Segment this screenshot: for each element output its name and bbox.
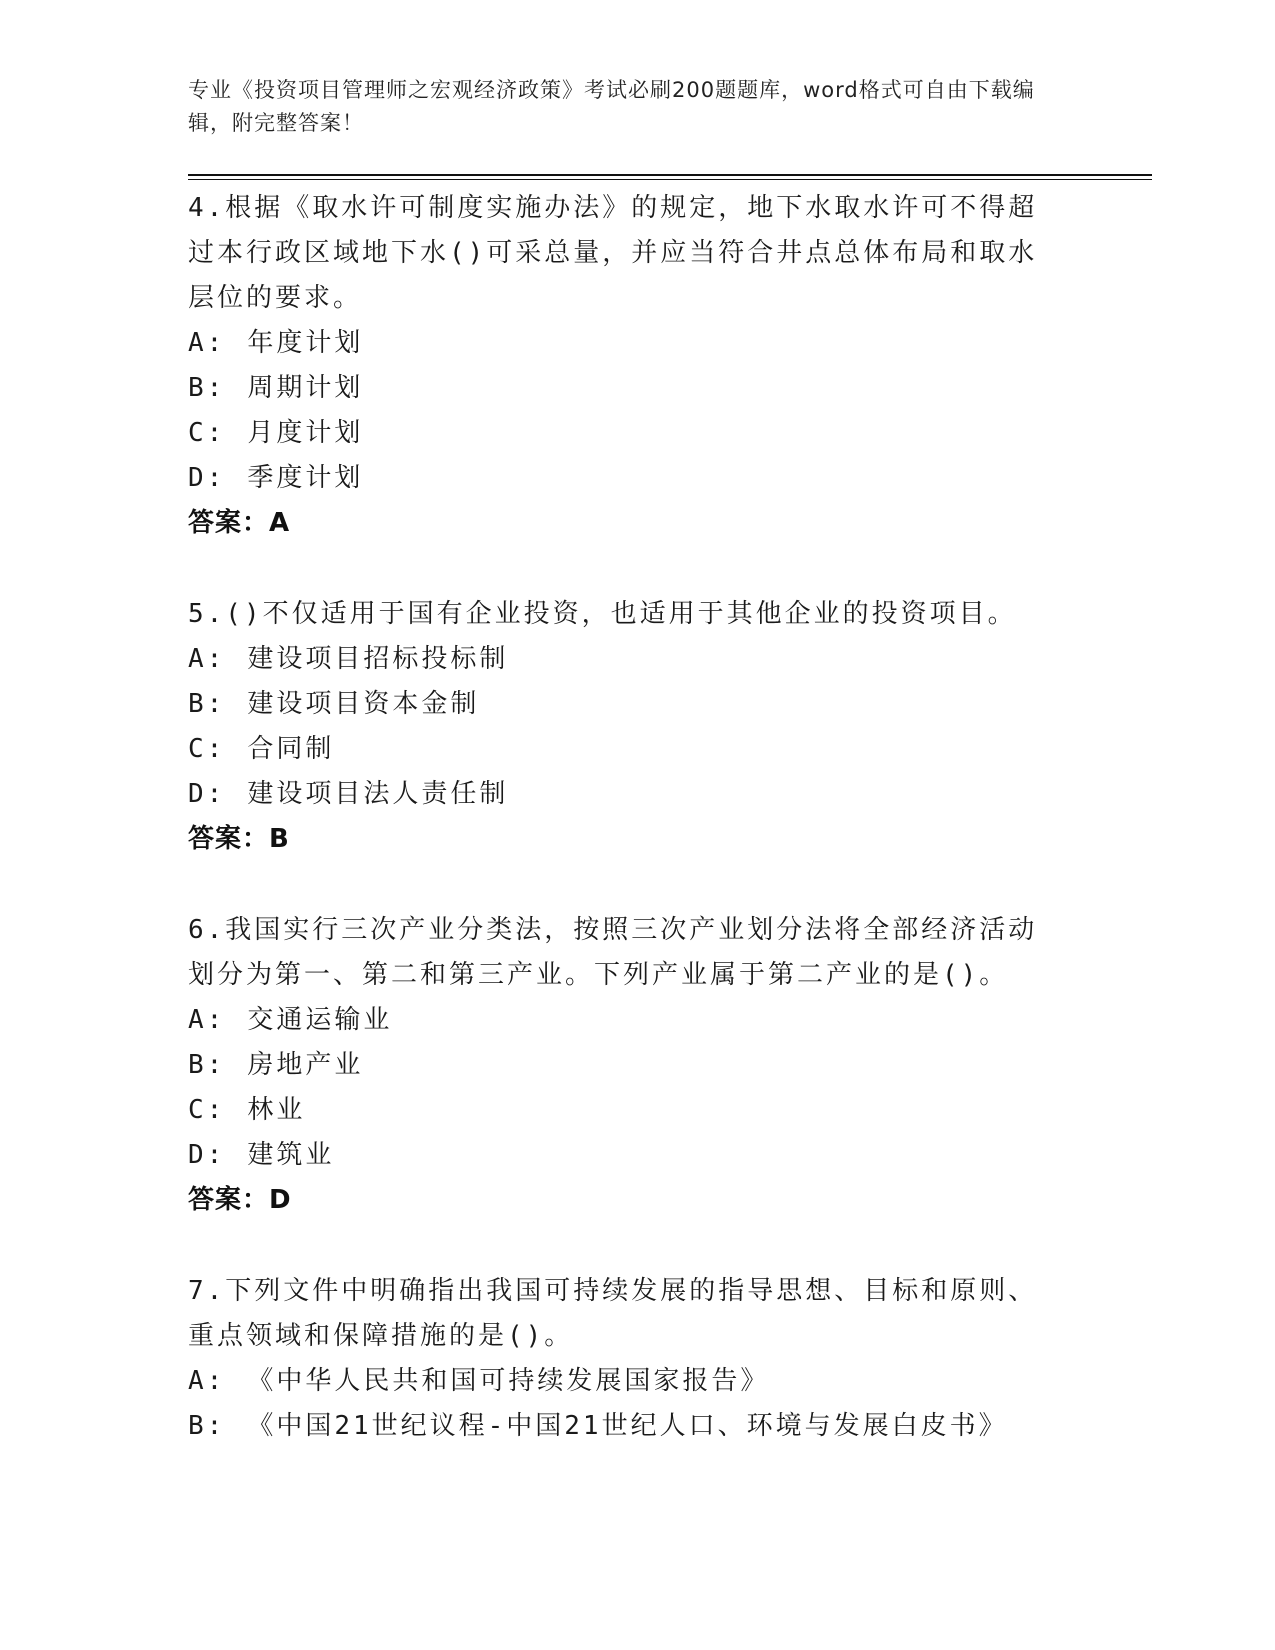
- option-letter: A:: [188, 328, 226, 358]
- option-letter: C:: [188, 418, 226, 448]
- option-text: 合同制: [247, 734, 335, 764]
- option-text: 房地产业: [247, 1050, 364, 1080]
- option-d: [188, 772, 1152, 817]
- question-stem: 4.根据《取水许可制度实施办法》的规定，地下水取水许可不得超过本行政区域地下水()可采总量，并应当符合井点总体布局和取水层位的要求。: [188, 193, 1038, 313]
- question-list: [188, 186, 1152, 1449]
- option-letter: A:: [188, 1366, 226, 1396]
- option-text: 建设项目资本金制: [247, 689, 480, 719]
- option-b: [188, 1404, 1152, 1449]
- document-header: 专业《投资项目管理师之宏观经济政策》考试必刷200题题库，word格式可自由下载编辑，附完整答案！: [188, 78, 1035, 135]
- question-item: [188, 592, 1152, 862]
- option-text: 月度计划: [247, 418, 364, 448]
- question-item: [188, 908, 1152, 1223]
- header-divider-thin: [188, 179, 1152, 180]
- option-letter: D:: [188, 1140, 226, 1170]
- option-letter: D:: [188, 463, 226, 493]
- question-item: [188, 1269, 1152, 1449]
- option-letter: C:: [188, 1095, 226, 1125]
- answer-line: 答案：D: [188, 1185, 292, 1215]
- option-letter: C:: [188, 734, 226, 764]
- option-b: [188, 682, 1152, 727]
- question-stem: 7.下列文件中明确指出我国可持续发展的指导思想、目标和原则、重点领域和保障措施的是()。: [188, 1276, 1038, 1351]
- option-letter: A:: [188, 644, 226, 674]
- option-c: [188, 411, 1152, 456]
- answer-line: 答案：B: [188, 824, 290, 854]
- option-a: [188, 637, 1152, 682]
- option-text: 交通运输业: [247, 1005, 393, 1035]
- option-a: [188, 321, 1152, 366]
- option-text: 林业: [247, 1095, 306, 1125]
- option-text: 季度计划: [247, 463, 364, 493]
- option-a: [188, 1359, 1152, 1404]
- option-text: 周期计划: [247, 373, 364, 403]
- option-letter: B:: [188, 1050, 226, 1080]
- option-text: 建设项目招标投标制: [247, 644, 509, 674]
- option-letter: B:: [188, 689, 226, 719]
- header-divider-thick: [188, 174, 1152, 176]
- option-text: 建设项目法人责任制: [247, 779, 509, 809]
- document-page: [188, 74, 1152, 1495]
- option-text: 年度计划: [247, 328, 364, 358]
- option-text: 《中华人民共和国可持续发展国家报告》: [247, 1366, 770, 1396]
- option-d: [188, 1133, 1152, 1178]
- option-letter: B:: [188, 1411, 226, 1441]
- option-text: 建筑业: [247, 1140, 335, 1170]
- option-c: [188, 727, 1152, 772]
- option-a: [188, 998, 1152, 1043]
- option-b: [188, 1043, 1152, 1088]
- question-item: [188, 186, 1152, 546]
- question-stem: 5.()不仅适用于国有企业投资，也适用于其他企业的投资项目。: [188, 599, 1017, 629]
- option-b: [188, 366, 1152, 411]
- answer-line: 答案：A: [188, 508, 291, 538]
- option-text: 《中国21世纪议程-中国21世纪人口、环境与发展白皮书》: [247, 1411, 1008, 1441]
- option-letter: B:: [188, 373, 226, 403]
- question-stem: 6.我国实行三次产业分类法，按照三次产业划分法将全部经济活动划分为第一、第二和第三产业。下列产业属于第二产业的是()。: [188, 915, 1038, 990]
- option-c: [188, 1088, 1152, 1133]
- option-d: [188, 456, 1152, 501]
- option-letter: D:: [188, 779, 226, 809]
- option-letter: A:: [188, 1005, 226, 1035]
